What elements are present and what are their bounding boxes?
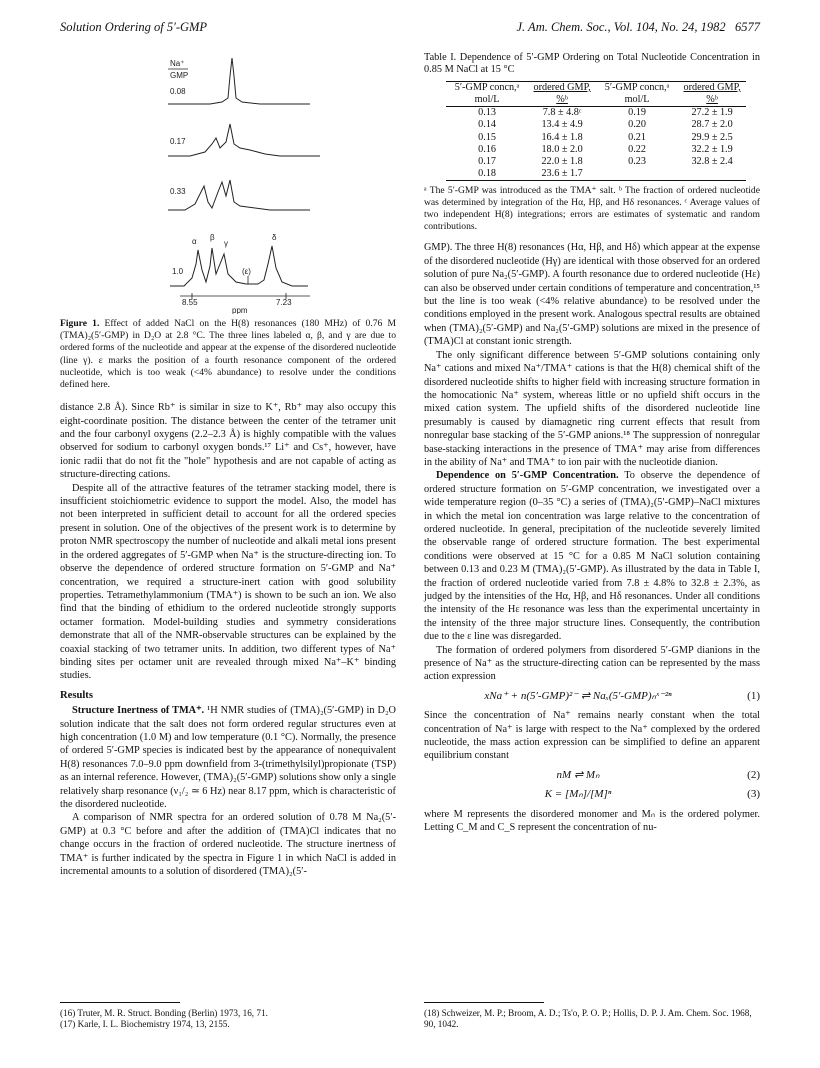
- table-cell: 16.4 ± 1.8: [541, 131, 583, 143]
- ppm-axis-left-value: 8.55: [182, 298, 198, 307]
- right-paragraph-1: GMP). The three H(8) resonances (Hα, Hβ, and Hδ) which appear at the expense of the disordered nucleotide (Hγ) are identical with those observed for an ordered solution of pure Na₂(5′-GMP). A fourth resonance due to ordered nucleotide (Hε) can also be observed under certain conditions of temperature and concentration,¹⁵ but the line is too weak (<4% relative abundance) to be resolved under the conditions employed in the present work. Analogous spectral results are obtained when (TMA)₂(5′-GMP) and Na₂(5′-GMP) solutions are mixed in the presence of (TMA)Cl at constant ionic strength.: [424, 242, 760, 348]
- table-cell: 0.23: [628, 156, 646, 168]
- peak-label-delta: δ: [272, 233, 277, 242]
- table-1-caption: [424, 52, 760, 77]
- page-number: 6577: [735, 20, 760, 34]
- table-cell: 0.17: [478, 156, 496, 168]
- table-row: [446, 107, 746, 120]
- right-paragraph-2: The only significant difference between 5′-GMP solutions containing only Na⁺ cations and mixed Na⁺/TMA⁺ cations is that the H(8) chemical shift of the disordered nucleotide shifts to higher field with increasing structure formation in the homocationic Na⁺ system, whereas little or no upfield shift occurs in the mixed cation system. The upfield shifts of the disordered nucleotide line presumably is caused by diamagnetic ring current effects that result from nonregular base stacking of the 5′-GMP anions.¹⁸ The suppression of nonregular base-stacking interactions in the presence of TMA⁺ may arise from differences in the ability of Na⁺ and TMA⁺ to ion pair with the nucleotide dianion.: [424, 349, 760, 468]
- figure-1-caption-label: Figure 1.: [60, 318, 100, 329]
- table-1-label: Table I.: [424, 52, 457, 63]
- left-paragraph-1: distance 2.8 Å). Since Rb⁺ is similar in size to K⁺, Rb⁺ may also occupy this eight-coordinate position. The distance between the center of the tetramer unit and the four carbonyl oxygens (2.2–2.3 Å) is highly compatible with the values observed for sodium to carbonyl oxygen bonds.¹⁷ Li⁺ and Cs⁺, however, have ionic radii that do not fit the "hole" hypothesis and are not capable of acting as structure-directing cations.: [60, 402, 396, 481]
- nmr-spectra-figure: [60, 52, 396, 314]
- table-1: [446, 81, 746, 182]
- left-paragraph-2: Despite all of the attractive features of the tetramer stacking model, there is insufficient stoichiometric evidence to support the model. Also, the model has not been interpreted in sufficient detail to account for all the ordered species present in solution. One of the objectives of the present work is to determine by proton NMR spectroscopy the number of nucleotide and alkali metal ions present in the ordered aggregates of 5′-GMP when Na⁺ is the structure-directing ion. To observe the dependence of ordered structure formation on 5′-GMP and Na⁺ concentration, we required a structure-inert cation with good solubility properties. Tetramethylammonium (TMA⁺) is shown to be such an ion. We also find that the binding of ethidium to the ordered nucleotide strongly supports octamer formation. Model-building studies and symmetry considerations demonstrate that all of the NMR-observable structures can be explained by the coaxial stacking of two tetramer units. In addition, two different types of Na⁺ binding sites per octamer unit are revealed through mixed Na⁺–K⁺ binding studies.: [60, 482, 396, 682]
- ratio-label-bottom: GMP: [170, 71, 189, 80]
- footnote-rule-left: [60, 1002, 180, 1003]
- right-paragraph-3-text: To observe the dependence of ordered structure formation on 5′-GMP concentration, we investigated over a wide temperature region (0–35 °C) a series of (TMA)₂(5′-GMP)–NaCl mixtures in which the metal ion concentration was large relative to the concentration of ordered nucleotide. In general, precipitation of the nucleotide severely limited the observable range of ordered structure formation. The best experimental conditions were observed at 15 °C for a 0.85 M NaCl solution containing between 0.13 and 0.23 M (TMA)₂(5′-GMP). As illustrated by the data in Table I, the fraction of ordered nucleotide varied from 7.8 ± 4.8% to 32.8 ± 2.3%, as judged by the intensities of the Hα, Hβ, and Hδ resonances. Under all conditions the intensity of the Hε resonance was less than the experimental uncertainty in the intensity of the three major structure lines. Consequently, the contribution due to the ε line was disregarded.: [424, 470, 761, 643]
- table-cell: 0.18: [478, 168, 496, 180]
- right-paragraph-3: [424, 469, 760, 643]
- equation-1-number: (1): [747, 689, 760, 702]
- table-row: [446, 119, 746, 131]
- spectrum-trace-4: [170, 246, 308, 286]
- equation-3: [424, 788, 760, 801]
- trace-label-3: 0.33: [170, 187, 186, 196]
- equation-2: [424, 769, 760, 782]
- footnotes-right: [424, 1008, 760, 1031]
- left-column: [60, 52, 396, 878]
- peak-label-gamma: γ: [224, 239, 228, 248]
- table-header-ordered-1: ordered GMP, %ᵇ: [533, 81, 591, 106]
- table-1-title: Dependence of 5′-GMP Ordering on Total Nucleotide Concentration in 0.85 M NaCl at 15 °C: [424, 52, 760, 76]
- table-cell: 28.7 ± 2.0: [691, 119, 733, 131]
- equation-2-number: (2): [747, 768, 760, 781]
- spectrum-trace-2: [168, 124, 320, 156]
- table-cell: 13.4 ± 4.9: [541, 119, 583, 131]
- peak-label-epsilon: (ε): [242, 267, 251, 276]
- left-paragraph-3-text: ¹H NMR studies of (TMA)₂(5′-GMP) in D₂O solution indicate that the salt does not form ordered regular structures even at high concentration (1.0 M) and low temperature (0.1 °C). Normally, the presence of ordered 5′-GMP species is indicated best by the appearance of nonequivalent H(8) resonances 7.0–9.0 ppm downfield from 3-(trimethylsilyl)propionate (TSP) as an internal reference. However, (TMA)₂(5′-GMP) solutions show only a single relatively sharp resonance (ν₁/₂ ≃ 6 Hz) near 8.17 ppm, which is characteristic of the disordered nucleotide.: [60, 705, 396, 810]
- ppm-axis-right-value: 7.23: [276, 298, 292, 307]
- trace-label-1: 0.08: [170, 87, 186, 96]
- equation-3-body: K = [Mₙ]/[M]ⁿ: [544, 788, 612, 801]
- table-cell: 0.16: [478, 143, 496, 155]
- table-cell: [678, 168, 746, 181]
- running-title: Solution Ordering of 5′-GMP: [60, 20, 208, 34]
- right-paragraph-5: Since the concentration of Na⁺ remains nearly constant when the total concentration of Na⁺ is large with respect to the Na⁺ complexed by the ordered nucleotide, the mass action expression can be simplified to define an apparent equilibrium constant: [424, 710, 760, 762]
- footnote-17: (17) Karle, I. L. Biochemistry 1974, 13, 2155.: [60, 1019, 230, 1030]
- table-cell: 0.20: [628, 119, 646, 131]
- spectrum-trace-1: [168, 58, 310, 104]
- ppm-axis-unit: ppm: [232, 306, 248, 314]
- figure-1-caption-text: Effect of added NaCl on the H(8) resonances (180 MHz) of 0.76 M (TMA)₂(5′-GMP) in D₂O at 2.8 °C. The three lines labeled α, β, and γ are due to ordered forms of the nucleotide and appear at the expense of the disordered nucleotide (line γ). ε marks the position of a fourth resonance component of the ordered nucleotide, which is too weak (<4% abundance) to resolve under the conditions defined here.: [60, 318, 396, 391]
- table-cell: 32.2 ± 1.9: [691, 143, 733, 155]
- footnotes-left: [60, 1008, 396, 1031]
- journal-header: [516, 20, 760, 35]
- right-paragraph-6: where M represents the disordered monomer and Mₙ is the ordered polymer. Letting C_M and C_S represent the concentration of nu-: [424, 808, 760, 834]
- table-cell: 0.22: [628, 143, 646, 155]
- table-row: [446, 132, 746, 144]
- left-paragraph-4: A comparison of NMR spectra for an ordered solution of 0.78 M Na₂(5′-GMP) at 0.3 °C before and after the addition of (TMA)Cl indicates that no change occurs in the fraction of ordered nucleotide. The structure inertness of TMA⁺ is further indicated by the spectra in Figure 1 in which NaCl is added in incremental amounts to a solution of disordered (TMA)₂(5′-: [60, 812, 396, 878]
- table-cell: [596, 168, 678, 181]
- table-header-conc-1: 5′-GMP concn,ᵃ mol/L: [454, 81, 520, 106]
- table-row: [446, 144, 746, 156]
- equation-3-number: (3): [747, 788, 760, 801]
- table-cell: 7.8 ± 4.8ᶜ: [542, 107, 582, 119]
- peak-label-alpha: α: [192, 237, 197, 246]
- equation-2-body: nM ⇌ Mₙ: [556, 768, 600, 781]
- table-row: [446, 156, 746, 168]
- figure-1: [60, 52, 396, 314]
- table-cell: 32.8 ± 2.4: [691, 156, 733, 168]
- peak-label-beta: β: [210, 233, 215, 242]
- trace-label-4: 1.0: [172, 267, 184, 276]
- table-cell: 0.19: [628, 107, 646, 119]
- spectrum-trace-3: [168, 180, 310, 210]
- table-cell: 27.2 ± 1.9: [691, 107, 733, 119]
- footnote-16: (16) Truter, M. R. Struct. Bonding (Berlin) 1973, 16, 71.: [60, 1008, 268, 1018]
- right-column: [424, 52, 760, 835]
- table-cell: 23.6 ± 1.7: [541, 168, 583, 180]
- journal-citation: J. Am. Chem. Soc., Vol. 104, No. 24, 1982: [516, 20, 726, 34]
- table-cell: 0.13: [478, 107, 496, 119]
- right-paragraph-4: The formation of ordered polymers from disordered 5′-GMP dianions in the presence of Na⁺ as the structure-directing cation can be represented by the mass action expression: [424, 644, 760, 683]
- results-heading: Results: [60, 689, 93, 701]
- ratio-label-top: Na⁺: [170, 59, 185, 68]
- table-cell: 0.21: [628, 131, 646, 143]
- table-cell: 22.0 ± 1.8: [541, 156, 583, 168]
- table-cell: 18.0 ± 2.0: [541, 143, 583, 155]
- left-paragraph-3: [60, 704, 396, 811]
- figure-1-caption: [60, 318, 396, 391]
- footnote-rule-right: [424, 1002, 544, 1003]
- tma-inertness-runin: Structure Inertness of TMA⁺.: [72, 705, 205, 717]
- table-cell: 0.15: [478, 131, 496, 143]
- trace-label-2: 0.17: [170, 137, 186, 146]
- equation-1: [424, 690, 760, 703]
- table-header-ordered-2: ordered GMP, %ᵇ: [683, 81, 741, 106]
- footnote-18: (18) Schweizer, M. P.; Broom, A. D.; Ts'o, P. O. P.; Hollis, D. P. J. Am. Chem. Soc. 1968, 90, 1042.: [424, 1008, 752, 1030]
- concentration-dependence-runin: Dependence on 5′-GMP Concentration.: [436, 470, 619, 482]
- equation-1-body: xNa⁺ + n(5′-GMP)²⁻ ⇌ Naₓ(5′-GMP)ₙˣ⁻²ⁿ: [484, 689, 672, 702]
- table-header-conc-2: 5′-GMP concn,ᵃ mol/L: [604, 81, 670, 106]
- table-cell: 0.14: [478, 119, 496, 131]
- table-row: [446, 168, 746, 181]
- table-cell: 29.9 ± 2.5: [691, 131, 733, 143]
- table-1-footnotes: ᵃ The 5′-GMP was introduced as the TMA⁺ salt. ᵇ The fraction of ordered nucleotide was determined by integration of the Hα, Hβ, and Hδ resonances. ᶜ Average values of two independent H(8) integrations; errors are estimates of systematic and random contributions.: [424, 185, 760, 233]
